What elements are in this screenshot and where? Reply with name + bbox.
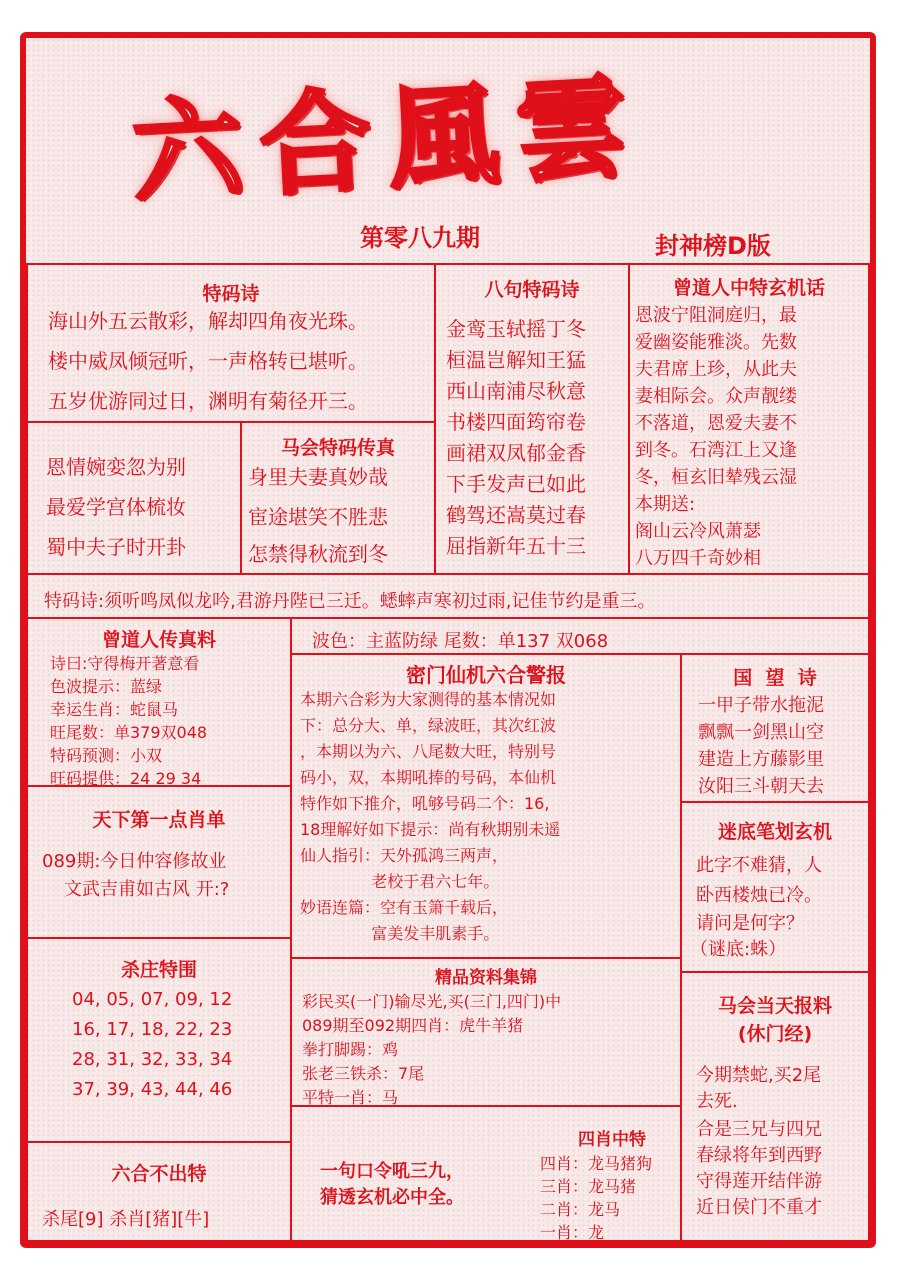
eight-lines-panel	[434, 263, 630, 575]
secret-line: 码小，双，本期吼捧的号码，本仙机	[300, 768, 557, 787]
tianxia-line: 089期:今日仲容修故业	[42, 851, 227, 872]
secret-line: 富美发丰肌素手。	[300, 924, 500, 943]
tema-poem-line: 海山外五云散彩，解却四角夜光珠。	[48, 309, 368, 333]
secret-panel	[290, 653, 682, 959]
zeng-mystery-line: 妻相际会。众声靓缕	[635, 386, 797, 407]
secret-line: 仙人指引：天外孤鸿三两声，	[300, 846, 509, 865]
eight-lines-line: 西山南浦尽秋意	[446, 379, 586, 403]
four-line: 三肖：龙马猪	[540, 1177, 637, 1196]
tema-poem-title: 特码诗	[202, 283, 260, 305]
secret-line: ，本期以为六、八尾数大旺，特别号	[300, 742, 557, 761]
riddle-line: 卧西楼烛已冷。	[696, 885, 822, 906]
secret-line: 本期六合彩为大家测得的基本情况如	[300, 690, 557, 709]
mahui-day-subtitle: (休门经)	[737, 1023, 813, 1045]
wave-text: 波色：主蓝防绿 尾数：单137 双068	[312, 631, 609, 652]
eight-lines-title: 八句特码诗	[484, 279, 580, 301]
poster-title: 六合風雲	[129, 61, 648, 218]
eight-lines-line: 屈指新年五十三	[446, 534, 586, 558]
zeng-mystery-title: 曾道人中特玄机话	[672, 277, 825, 299]
zeng-mystery-line: 阁山云冷风萧瑟	[635, 521, 761, 542]
eight-lines-line: 桓温岂解知王猛	[446, 348, 586, 372]
guowang-title: 国 望 诗	[733, 667, 817, 689]
four-line: 一肖：龙	[540, 1223, 605, 1242]
zeng-mystery-line: 到冬。石湾江上又逢	[635, 440, 797, 461]
eight-lines-line: 下手发声已如此	[446, 472, 586, 496]
mahui-day-line: 合是三兄与四兄	[696, 1119, 822, 1140]
secret-line: 老校于君六七年。	[300, 872, 500, 891]
zeng-fax-line: 色波提示：蓝绿	[50, 677, 163, 696]
kill-row: 04, 05, 07, 09, 12	[72, 989, 233, 1010]
secret-title: 密门仙机六合警报	[406, 663, 566, 687]
jingpin-line: 彩民买(一门)输尽光,买(三门,四门)中	[302, 992, 562, 1011]
mahui-day-line: 守得莲开结伴游	[696, 1171, 822, 1192]
kill-row: 37, 39, 43, 44, 46	[72, 1079, 233, 1100]
slogan-line: 一句口令吼三九，	[320, 1161, 464, 1182]
zeng-mystery-line: 不落道，恩爱夫妻不	[635, 413, 797, 434]
riddle-panel	[680, 801, 870, 973]
kill-row: 28, 31, 32, 33, 34	[72, 1049, 233, 1070]
left-three-line: 恩情婉娈忽为别	[46, 455, 186, 479]
eight-lines-line: 书楼四面筠帘卷	[446, 410, 586, 434]
zeng-fax-line: 特码预测：小双	[50, 746, 163, 765]
guowang-line: 汝阳三斗朝天去	[698, 776, 824, 797]
left-three-line: 最爱学宫体梳妆	[46, 495, 186, 519]
jingpin-panel	[290, 957, 682, 1107]
jingpin-line: 拳打脚踢：鸡	[302, 1040, 399, 1059]
riddle-line: 请问是何字？	[696, 913, 804, 934]
zeng-mystery-line: 恩波宁阻洞庭归，最	[635, 305, 797, 326]
mahui-day-panel	[680, 971, 870, 1242]
wide-poem-panel	[26, 573, 870, 619]
bottom-middle-panel	[290, 1105, 682, 1242]
wave-panel	[290, 617, 870, 655]
kill-title: 杀庄特围	[120, 959, 197, 981]
left-three-line: 蜀中夫子时开卦	[46, 535, 186, 559]
guowang-panel	[680, 653, 870, 803]
mahui-fax-panel	[240, 421, 436, 575]
eight-lines-line: 金鸾玉轼摇丁冬	[446, 317, 586, 341]
zeng-mystery-panel	[628, 263, 870, 575]
tianxia-title: 天下第一点肖单	[92, 809, 226, 831]
noout-panel	[26, 1141, 292, 1242]
guowang-line: 建造上方藤影里	[698, 749, 824, 770]
zeng-mystery-line: 本期送:	[635, 494, 696, 515]
four-line: 四肖：龙马猪狗	[540, 1154, 653, 1173]
eight-lines-line: 鹤驾还嵩莫过春	[446, 503, 586, 527]
riddle-title: 迷底笔划玄机	[717, 821, 832, 843]
wide-poem-text: 特码诗:须听鸣凤似龙吟,君游丹陛已三迁。蟋蟀声寒初过雨,记佳节约是重三。	[44, 591, 656, 612]
kill-row: 16, 17, 18, 22, 23	[72, 1019, 233, 1040]
four-title: 四肖中特	[578, 1130, 646, 1150]
zeng-fax-line: 诗曰:守得梅开著意看	[50, 654, 200, 673]
zeng-mystery-line: 八万四千奇妙相	[635, 548, 761, 569]
secret-line: 下：总分大、单，绿波旺，其次红波	[300, 716, 557, 735]
zeng-fax-line: 旺尾数：单379双048	[50, 723, 208, 742]
guowang-line: 飘飘一剑黑山空	[698, 722, 824, 743]
mahui-fax-title: 马会特码传真	[280, 437, 395, 459]
mahui-day-line: 今期禁蛇,买2尾	[696, 1065, 822, 1086]
guowang-line: 一甲子带水拖泥	[698, 695, 824, 716]
mahui-fax-line: 身里夫妻真妙哉	[248, 465, 388, 489]
noout-text: 杀尾[9] 杀肖[猪][牛]	[42, 1209, 210, 1230]
jingpin-line: 平特一肖：马	[302, 1088, 399, 1107]
slogan-line: 猜透玄机必中全。	[320, 1187, 464, 1208]
issue-number: 第零八九期	[360, 224, 480, 252]
zeng-mystery-line: 爱幽姿能雅淡。先数	[635, 332, 797, 353]
mahui-day-line: 去死.	[696, 1091, 738, 1112]
zeng-fax-title: 曾道人传真料	[101, 629, 216, 651]
mahui-day-line: 春绿将年到西野	[696, 1145, 822, 1166]
kill-panel	[26, 937, 292, 1143]
mahui-day-title: 马会当天报料	[717, 995, 832, 1017]
tema-poem-line: 五岁优游同过日，渊明有菊径开三。	[48, 389, 368, 413]
tema-poem-panel	[26, 263, 436, 423]
mahui-fax-line: 宦途堪笑不胜悲	[248, 505, 388, 529]
zeng-fax-panel	[26, 617, 292, 787]
zeng-mystery-line: 夫君席上珍，从此夫	[635, 359, 797, 380]
riddle-line: 此字不难猜，人	[696, 855, 822, 876]
eight-lines-line: 画裙双凤郁金香	[446, 441, 586, 465]
secret-line: 特作如下推介，吼够号码二个：16,	[300, 794, 550, 813]
secret-line: 18理解好如下提示：尚有秋期别未遥	[300, 820, 561, 839]
edition-label: 封神榜D版	[655, 232, 771, 260]
tema-poem-line: 楼中威凤倾冠听，一声格转已堪听。	[48, 349, 368, 373]
zeng-fax-line: 幸运生肖：蛇鼠马	[50, 700, 179, 719]
mahui-fax-line: 怎禁得秋流到冬	[248, 542, 388, 566]
tianxia-panel	[26, 785, 292, 939]
tianxia-line: 文武吉甫如古风 开:?	[64, 879, 230, 900]
left-three-panel	[26, 421, 242, 575]
four-line: 二肖：龙马	[540, 1200, 621, 1219]
zeng-fax-line: 旺码提供：24 29 34	[50, 769, 202, 788]
jingpin-title: 精品资料集锦	[435, 968, 537, 988]
noout-title: 六合不出特	[111, 1163, 207, 1185]
jingpin-line: 089期至092期四肖：虎牛羊猪	[302, 1016, 524, 1035]
mahui-day-line: 近日侯门不重才	[696, 1197, 822, 1218]
zeng-mystery-line: 冬，桓玄旧辇残云湿	[635, 467, 797, 488]
jingpin-line: 张老三铁杀：7尾	[302, 1064, 425, 1083]
riddle-answer: （谜底:蛛）	[690, 939, 787, 960]
secret-line: 妙语连篇：空有玉箫千载后，	[300, 898, 509, 917]
